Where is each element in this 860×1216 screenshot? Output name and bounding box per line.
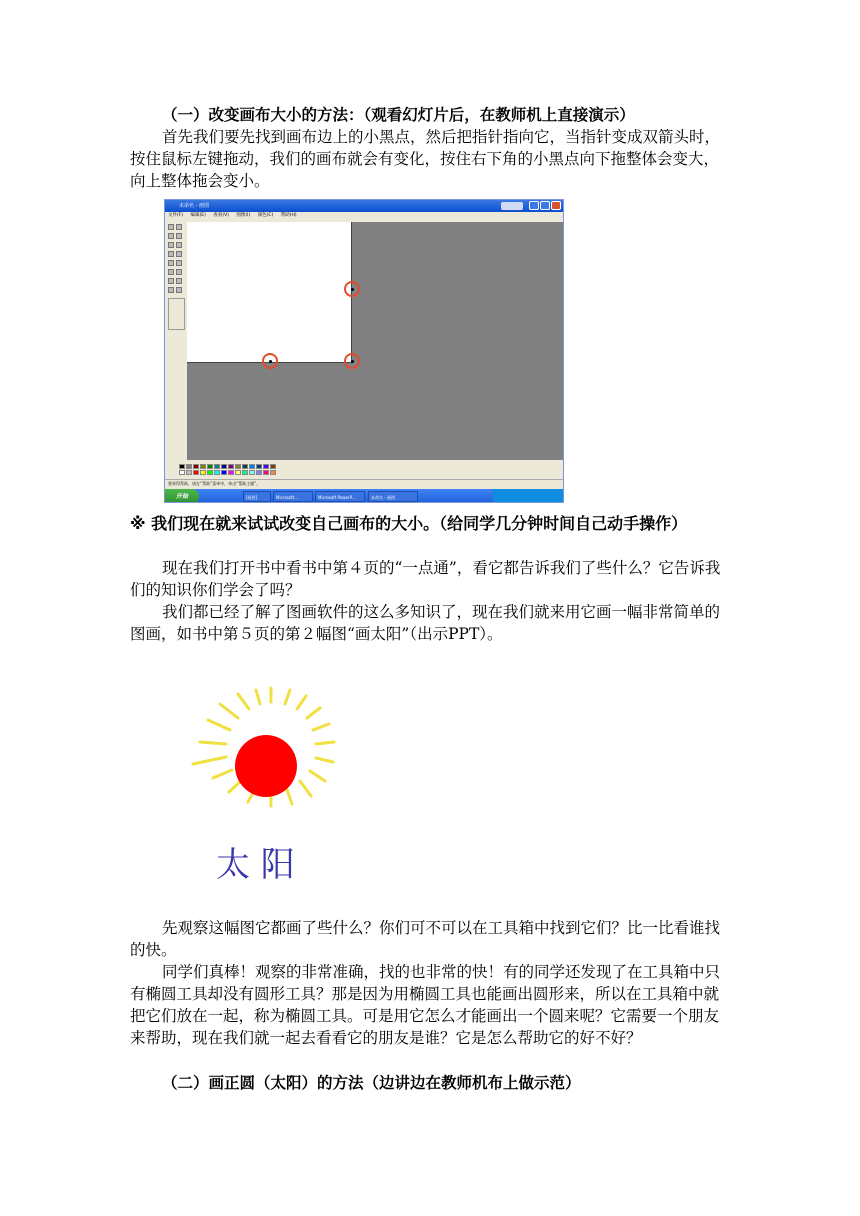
sun-drawing <box>186 686 356 886</box>
activity-note: ※ 我们现在就来试试改变自己画布的大小。（给同学几分钟时间自己动手操作） <box>130 514 688 533</box>
paragraph-ellipse-tool: 同学们真棒！观察的非常准确，找的也非常的快！有的同学还发现了在工具箱中只有椭圆工具却没有圆形工具？那是因为用椭圆工具也能画出圆形来，所以在工具箱中就把它们放在一起，称为椭圆工具。可是用它怎么才能画出一个圆来呢？它需要一个朋友来帮助，现在我们就一起去看看它的朋友是谁？它是怎么帮助它的好不好？ <box>130 963 721 1047</box>
picker-icon <box>168 242 174 248</box>
palette-swatch <box>228 470 234 475</box>
palette-swatch <box>235 464 241 469</box>
status-bar <box>165 479 563 488</box>
window-title: 未命名 - 画图 <box>179 203 209 209</box>
sun-circle <box>235 735 297 797</box>
sun-ray <box>220 704 238 718</box>
sun-ray <box>200 742 226 744</box>
sun-ray <box>313 724 329 730</box>
rounded-rect-icon <box>176 287 182 293</box>
palette-swatch <box>221 470 227 475</box>
section2-heading: （二）画正圆（太阳）的方法（边讲边在教师机布上做示范） <box>162 1074 581 1092</box>
section1-heading: （一）改变画布大小的方法：（观看幻灯片后，在教师机上直接演示） <box>162 106 635 124</box>
menu-colors: 颜色(C) <box>257 213 274 218</box>
window-titlebar <box>165 200 563 212</box>
badge-icon <box>501 202 523 210</box>
sun-ray <box>213 770 232 778</box>
palette-swatch <box>256 470 262 475</box>
menu-view: 查看(V) <box>213 213 229 218</box>
sun-ray <box>238 694 249 709</box>
sun-ray <box>310 771 325 781</box>
minimize-icon <box>529 201 539 210</box>
ellipse-icon <box>168 287 174 293</box>
corner-resize-handle <box>344 353 360 369</box>
text-icon <box>176 260 182 266</box>
task-item: Microsoft PowerP... <box>315 491 365 502</box>
toolbox <box>167 222 185 458</box>
task-item: [画图] <box>243 491 271 502</box>
paragraph-observe: 先观察这幅图它都画了些什么？你们可不可以在工具箱中找到它们？比一比看谁找的快。 <box>130 919 721 959</box>
paragraph-intro: 首先我们要先找到画布边上的小黑点，然后把指针指向它，当指针变成双箭头时，按住鼠标左键拖动，我们的画布就会有变化，按住右下角的小黑点向下拖整体会变大，向上整体拖会变小。 <box>130 128 721 190</box>
color-palette <box>165 463 563 477</box>
palette-swatch <box>256 464 262 469</box>
sun-ray <box>316 742 334 744</box>
paragraph-book: 现在我们打开书中看书中第４页的“一点通”，看它都告诉我们了些什么？它告诉我们的知识你们学会了吗？ <box>130 559 721 599</box>
palette-swatch <box>263 464 269 469</box>
palette-swatch <box>235 470 241 475</box>
palette-swatch <box>270 470 276 475</box>
palette-swatch <box>200 470 206 475</box>
fill-icon <box>176 233 182 239</box>
sun-ray <box>286 787 292 804</box>
sun-ray <box>316 758 333 762</box>
palette-swatch <box>242 470 248 475</box>
sun-ray <box>300 781 311 796</box>
menu-edit: 编辑(E) <box>190 213 206 218</box>
select-icon <box>168 224 174 230</box>
palette-swatch <box>200 464 206 469</box>
menu-file: 文件(F) <box>168 213 184 218</box>
bottom-resize-handle <box>262 353 278 369</box>
palette-swatch <box>270 464 276 469</box>
palette-swatch <box>249 464 255 469</box>
palette-swatch <box>242 464 248 469</box>
sun-ray <box>285 690 290 704</box>
sun-ray <box>193 757 226 764</box>
palette-swatch <box>214 470 220 475</box>
rect-select-icon <box>176 224 182 230</box>
polygon-icon <box>176 278 182 284</box>
palette-swatch <box>228 464 234 469</box>
sun-ray <box>256 690 260 704</box>
task-item: 未命名 - 画图 <box>368 491 418 502</box>
paint-screenshot <box>164 199 564 503</box>
sun-ray <box>307 708 320 718</box>
sun-ray <box>208 720 230 730</box>
palette-swatch <box>186 464 192 469</box>
palette-swatch <box>221 464 227 469</box>
system-tray <box>493 489 563 503</box>
task-item: Microsoft... <box>273 491 313 502</box>
start-button: 开始 <box>165 489 199 503</box>
palette-swatch <box>207 464 213 469</box>
sun-ray <box>297 696 306 709</box>
palette-swatch <box>179 470 185 475</box>
menu-help: 帮助(H) <box>280 213 297 218</box>
status-text: 要获得帮助，请在“帮助”菜单中，单击“帮助主题”。 <box>168 481 261 486</box>
palette-swatch <box>186 470 192 475</box>
sun-caption: 太 阳 <box>216 845 295 885</box>
maximize-icon <box>540 201 550 210</box>
palette-swatch <box>207 470 213 475</box>
brush-icon <box>176 251 182 257</box>
taskbar <box>165 489 563 503</box>
palette-swatch <box>263 470 269 475</box>
paragraph-sun-intro: 我们都已经了解了图画软件的这么多知识了，现在我们就来用它画一幅非常简单的图画，如书中第５页的第２幅图“画太阳”（出示PPT）。 <box>130 603 721 643</box>
palette-swatch <box>214 464 220 469</box>
magnifier-icon <box>176 242 182 248</box>
palette-swatch <box>193 470 199 475</box>
close-icon <box>551 201 561 210</box>
eraser-icon <box>168 233 174 239</box>
palette-swatch <box>249 470 255 475</box>
right-resize-handle <box>344 281 360 297</box>
menu-bar <box>165 212 563 220</box>
airbrush-icon <box>168 260 174 266</box>
line-icon <box>168 269 174 275</box>
palette-swatch <box>179 464 185 469</box>
palette-swatch <box>193 464 199 469</box>
rectangle-icon <box>168 278 174 284</box>
menu-image: 图像(I) <box>236 213 251 218</box>
pencil-icon <box>168 251 174 257</box>
drawing-canvas <box>187 222 352 363</box>
curve-icon <box>176 269 182 275</box>
canvas-area <box>187 222 563 460</box>
tool-options <box>168 298 185 330</box>
